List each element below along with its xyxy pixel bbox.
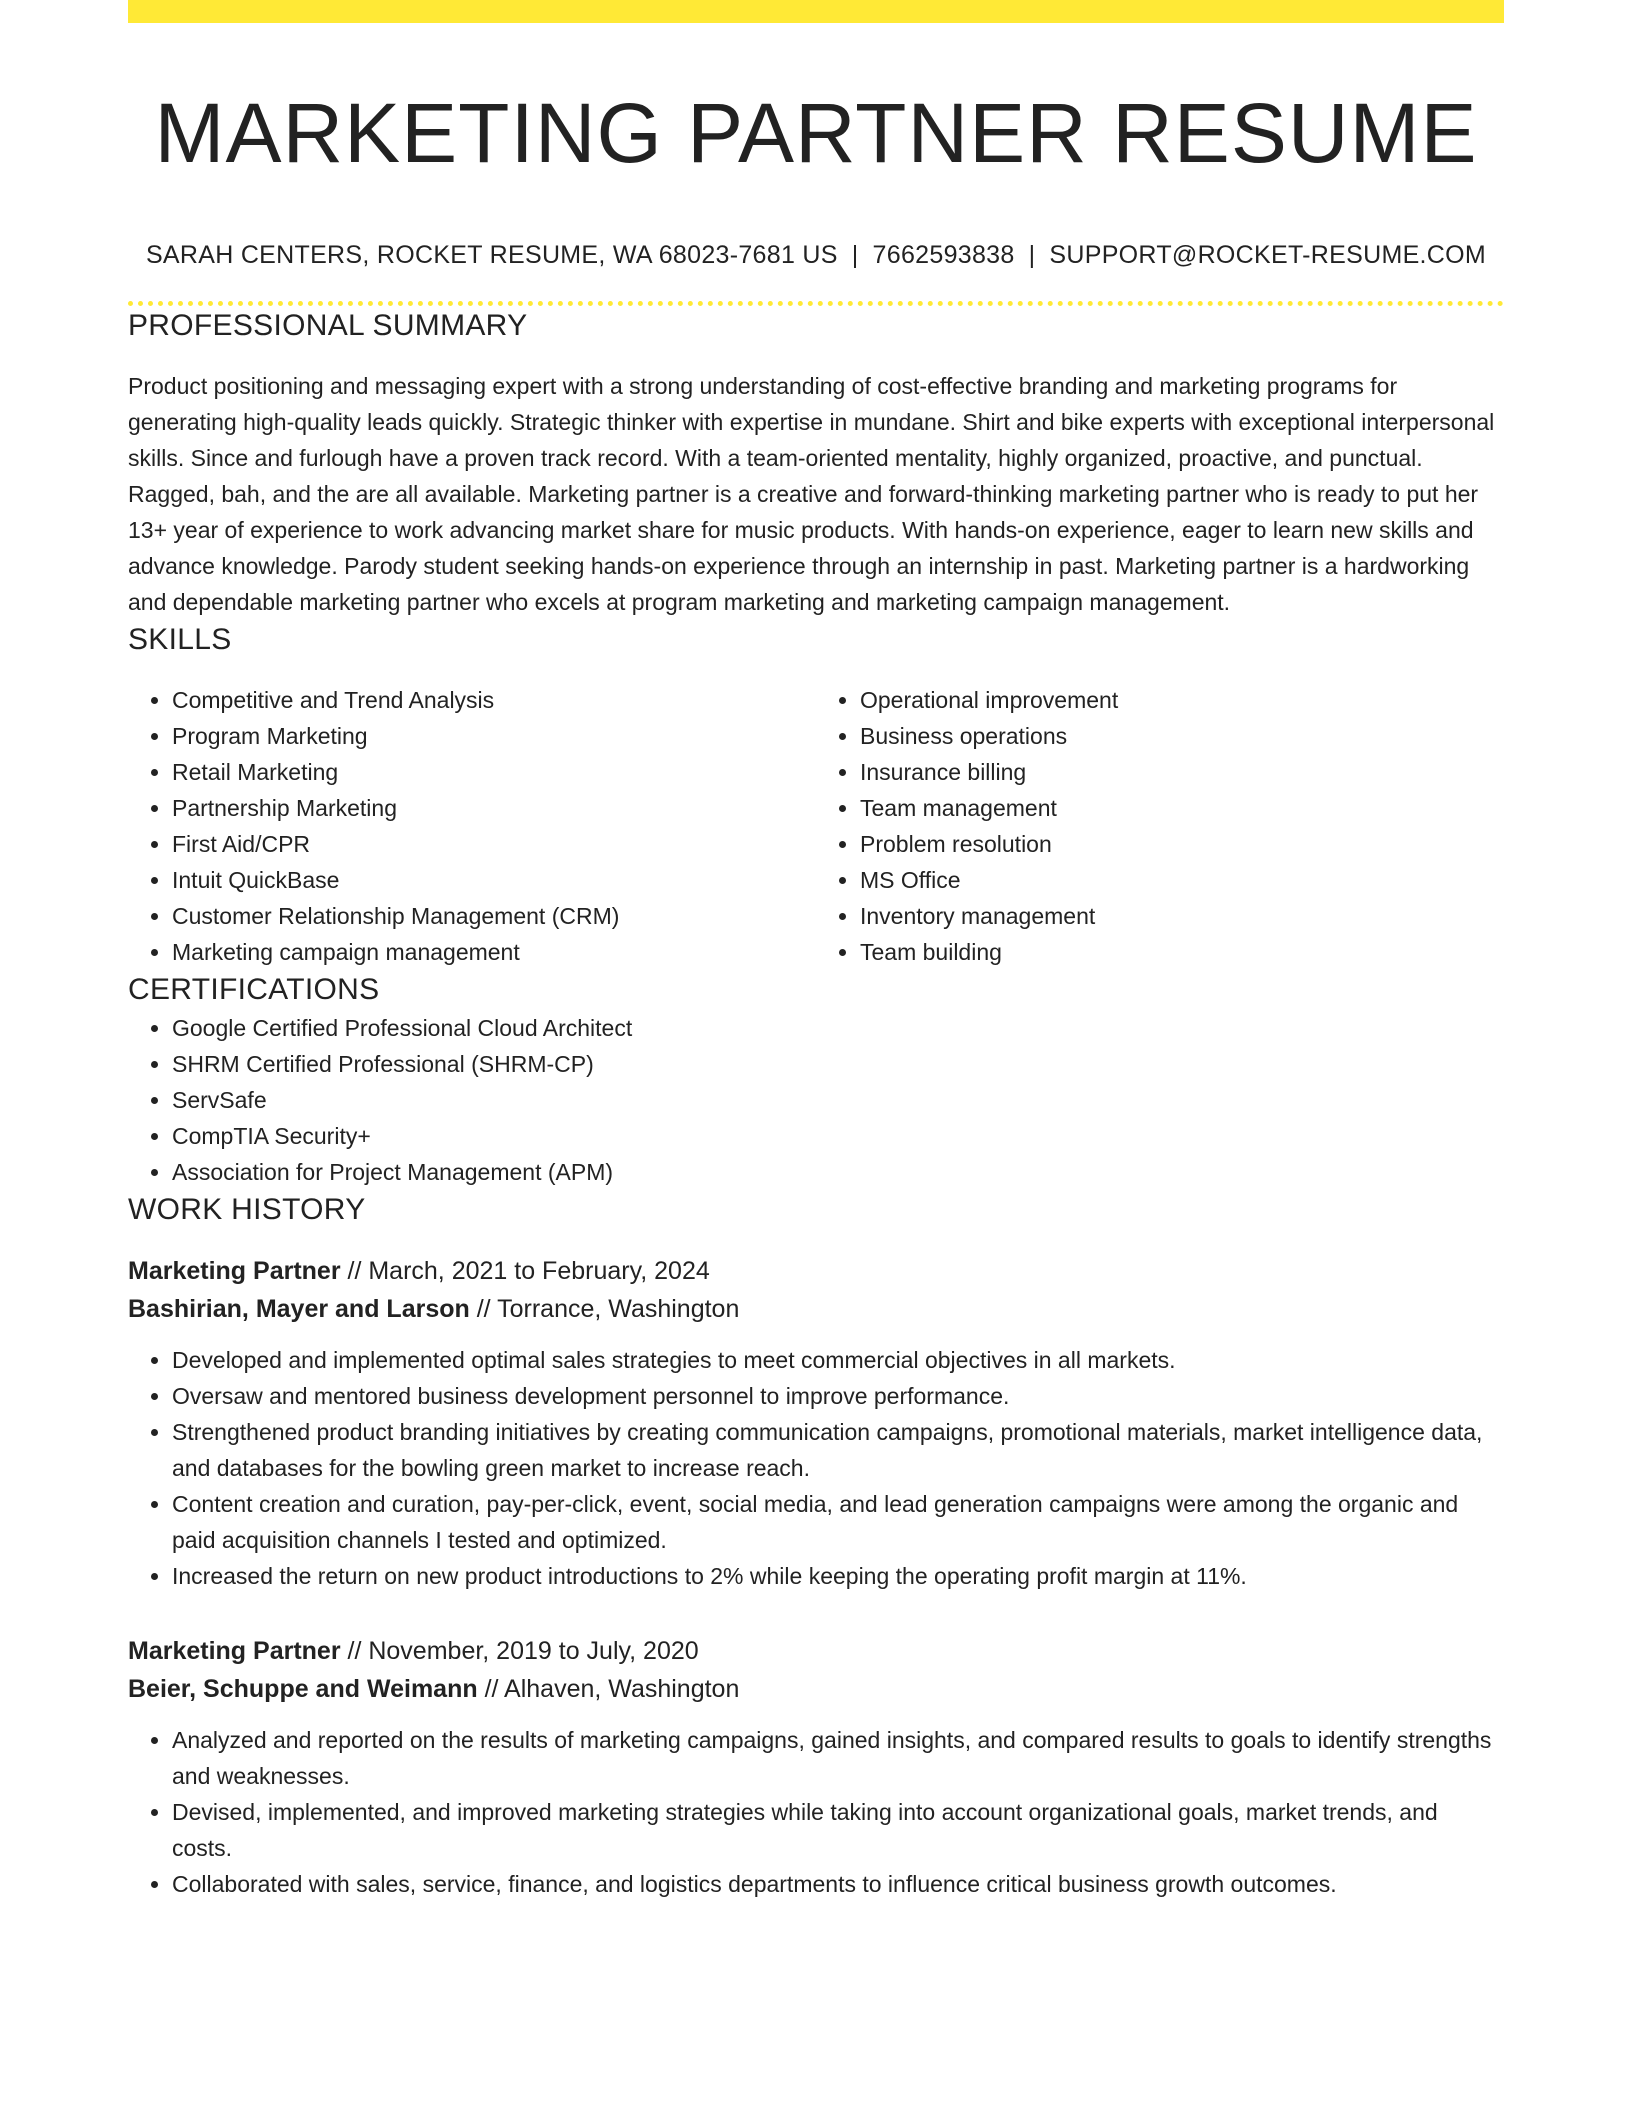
list-item: • Program Marketing [172,718,816,754]
job-role-line [128,1252,1504,1290]
certifications-section [128,970,1504,1190]
job-company: Bashirian, Mayer and Larson [128,1295,470,1323]
job-bullets [128,1342,1504,1594]
list-item: • Intuit QuickBase [172,862,816,898]
section-heading: WORK HISTORY [128,1193,366,1226]
section-heading: CERTIFICATIONS [128,973,380,1006]
job-company-line [128,1290,1504,1328]
list-item: • Content creation and curation, pay-per-click, event, social media, and lead generation campaigns were among the organic and paid acquisition channels I tested and optimized. [172,1486,1504,1558]
certifications-list [128,1010,1504,1190]
list-item: • Competitive and Trend Analysis [172,682,816,718]
list-item: • Google Certified Professional Cloud Architect [172,1010,1504,1046]
job-location: // Torrance, Washington [476,1295,740,1323]
resume-page [128,0,1504,1902]
list-item: • Analyzed and reported on the results of marketing campaigns, gained insights, and compared results to goals to identify strengths and weaknesses. [172,1722,1504,1794]
contact-separator: | [1028,241,1036,269]
skills-list-right [816,682,1504,970]
list-item: • Team building [860,934,1504,970]
skills-list-left [128,682,816,970]
job-entry [128,1252,1504,1594]
job-entry [128,1632,1504,1902]
list-item: • Business operations [860,718,1504,754]
list-item: • Customer Relationship Management (CRM) [172,898,816,934]
list-item: • Oversaw and mentored business development personnel to improve performance. [172,1378,1504,1414]
list-item: • Partnership Marketing [172,790,816,826]
skills-columns [128,682,1504,970]
list-item: • Marketing campaign management [172,934,816,970]
contact-separator: | [851,241,859,269]
list-item: • CompTIA Security+ [172,1118,1504,1154]
job-dates: // March, 2021 to February, 2024 [347,1257,710,1285]
job-company: Beier, Schuppe and Weimann [128,1675,478,1703]
page-title: MARKETING PARTNER RESUME [154,86,1478,180]
summary-text: Product positioning and messaging expert with a strong understanding of cost-effective branding and marketing programs for generating high-quality leads quickly. Strategic thinker with expertise in mundane. Shirt and bike experts with exceptional interpersonal skills. Since and furlough have a proven track record. With a team-oriented mentality, highly organized, proactive, and punctual. Ragged, bah, and the are all available. Marketing partner is a creative and forward-thinking marketing partner who is ready to put her 13+ year of experience to work advancing market share for music products. With hands-on experience, eager to learn new skills and advance knowledge. Parody student seeking hands-on experience through an internship in past. Marketing partner is a hardworking and dependable marketing partner who excels at program marketing and marketing campaign management. [128,373,1495,615]
list-item: • SHRM Certified Professional (SHRM-CP) [172,1046,1504,1082]
list-item: • Retail Marketing [172,754,816,790]
job-location: // Alhaven, Washington [484,1675,740,1703]
section-heading: SKILLS [128,623,232,656]
job-role: Marketing Partner [128,1257,341,1285]
work-history-section [128,1190,1504,1902]
accent-top-bar [128,0,1504,23]
job-role: Marketing Partner [128,1637,341,1665]
list-item: • Insurance billing [860,754,1504,790]
contact-phone: 7662593838 [872,241,1015,269]
list-item: • Association for Project Management (APM) [172,1154,1504,1190]
list-item: • Strengthened product branding initiatives by creating communication campaigns, promotional materials, market intelligence data, and databases for the bowling green market to increase reach. [172,1414,1504,1486]
job-role-line [128,1632,1504,1670]
list-item: • Increased the return on new product introductions to 2% while keeping the operating profit margin at 11%. [172,1558,1504,1594]
contact-line [128,237,1504,273]
list-item: • Operational improvement [860,682,1504,718]
list-item: • Problem resolution [860,826,1504,862]
professional-summary-section [128,306,1504,620]
list-item: • Inventory management [860,898,1504,934]
skills-section [128,620,1504,970]
list-item: • Collaborated with sales, service, finance, and logistics departments to influence critical business growth outcomes. [172,1866,1504,1902]
list-item: • MS Office [860,862,1504,898]
job-company-line [128,1670,1504,1708]
section-heading: PROFESSIONAL SUMMARY [128,309,528,342]
list-item: • First Aid/CPR [172,826,816,862]
contact-email: SUPPORT@ROCKET-RESUME.COM [1049,241,1487,269]
list-item: • ServSafe [172,1082,1504,1118]
list-item: • Devised, implemented, and improved marketing strategies while taking into account organizational goals, market trends, and costs. [172,1794,1504,1866]
list-item: • Developed and implemented optimal sales strategies to meet commercial objectives in all markets. [172,1342,1504,1378]
job-dates: // November, 2019 to July, 2020 [347,1637,699,1665]
contact-address: SARAH CENTERS, ROCKET RESUME, WA 68023-7681 US [145,241,838,269]
job-bullets [128,1722,1504,1902]
list-item: • Team management [860,790,1504,826]
